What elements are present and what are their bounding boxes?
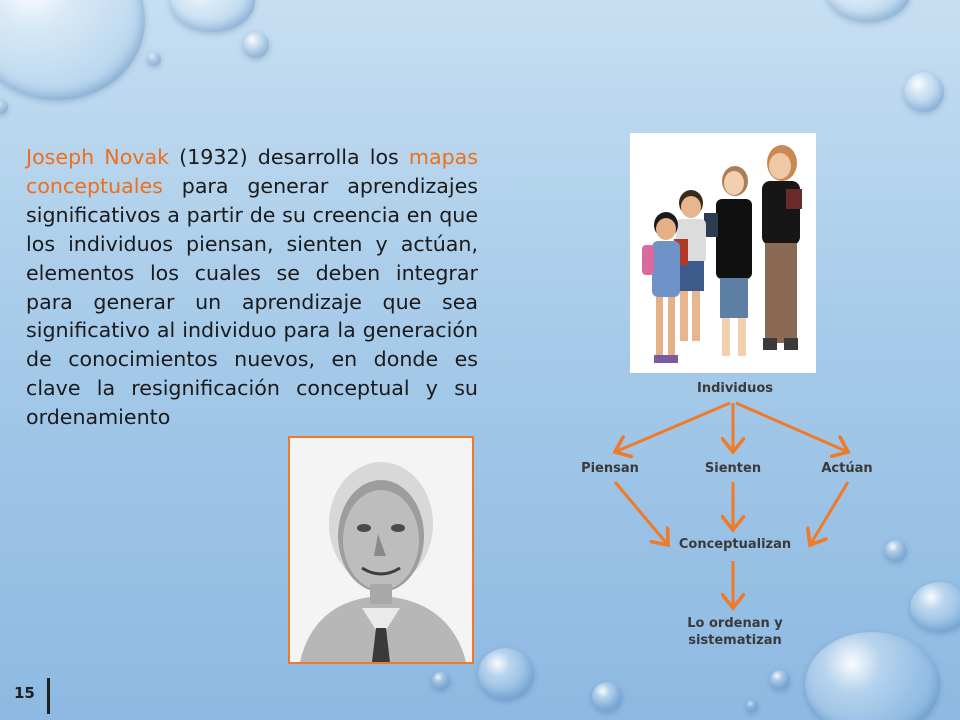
arrow-piensan-to-conceptualizan [615,482,668,545]
bubble-decoration [432,672,450,690]
novak-portrait [288,436,474,664]
arrow-to-actuan [736,403,848,452]
arrow-actuan-to-conceptualizan [810,482,848,545]
bubble-decoration [0,0,145,100]
node-sienten: Sienten [704,461,762,476]
bubble-decoration [243,32,269,58]
bubble-decoration [170,0,255,32]
bubble-decoration [826,0,911,22]
bubble-decoration [592,682,622,712]
node-actuan: Actúan [821,461,873,476]
highlight-name: Joseph Novak [26,145,170,169]
bubble-decoration [0,100,8,114]
bubble-decoration [147,52,161,66]
children-photo [630,133,816,373]
paragraph-text: para generar aprendizajes significativos a partir de su creencia en que los individuos piensan, sienten y actúan, elementos los cuales se deben integrar para generar un aprendizaje que sea significativo al individuo para la generación de conocimientos nuevos, en donde es clave la resignificación conceptual y su ordenamiento [26,173,478,430]
bubble-decoration [770,670,790,690]
bubble-decoration [478,648,534,700]
bubble-decoration [904,72,944,112]
paragraph-text: (1932) desarrolla los [169,145,409,169]
node-individuos: Individuos [696,381,773,396]
node-ordenan-line2: sistematizan [688,633,782,648]
highlight-term: mapas conceptuales [26,145,478,198]
arrow-to-piensan [615,403,730,452]
bubble-decoration [910,582,960,632]
page-number: 15 [14,684,35,702]
body-paragraph [26,143,478,432]
node-conceptualizan: Conceptualizan [678,537,792,552]
bubble-decoration [746,700,758,712]
concept-diagram [560,375,900,665]
node-ordenan-line1: Lo ordenan y [687,616,783,631]
page-number-divider [47,678,50,714]
node-piensan: Piensan [581,461,639,476]
